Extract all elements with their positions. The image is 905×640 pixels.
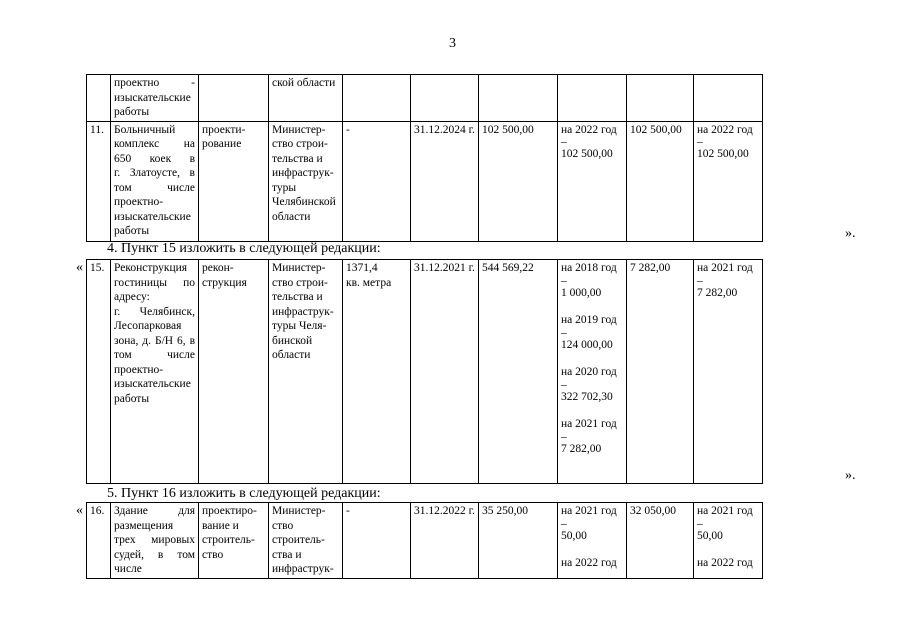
financing-dash: – <box>561 430 567 443</box>
cell-line: строитель- <box>202 534 255 546</box>
cell-line: инфраструк- <box>272 563 334 575</box>
cell-line: работы <box>114 225 150 237</box>
cell-line: инфраструк- <box>272 305 334 318</box>
financing-amount: 50,00 <box>561 529 587 542</box>
cell-line: строитель- <box>272 534 325 546</box>
cell-date: 31.12.2021 г. <box>411 260 479 484</box>
object-table-item-16 <box>86 502 763 579</box>
financing-dash: – <box>561 136 567 148</box>
cell-line: тельства и <box>272 152 323 165</box>
cell-line: области <box>272 210 311 223</box>
cell-line: рекон- <box>202 262 234 274</box>
financing-year: на 2020 год <box>561 366 617 378</box>
financing-year: на 2019 год <box>561 314 617 326</box>
cell-limit: 102 500,00 <box>627 121 694 241</box>
cell-date: 31.12.2022 г. <box>411 503 479 579</box>
cell-kind <box>199 260 269 484</box>
cell-line: рование <box>202 138 242 150</box>
cell-line: числе <box>114 563 142 575</box>
cell-name <box>111 121 199 241</box>
object-table-item-15 <box>86 259 763 484</box>
financing-year: на 2021 год <box>561 505 617 517</box>
cell-customer <box>269 503 343 579</box>
financing-amount: 102 500,00 <box>561 148 613 160</box>
cell-num: 11. <box>87 121 111 241</box>
cell-line: ство <box>272 519 294 532</box>
cell-cost: 35 250,00 <box>479 503 558 579</box>
financing-year: на 2018 год <box>561 262 617 274</box>
financing-dash: – <box>697 274 703 287</box>
opening-quote: « <box>76 260 83 275</box>
financing-amount: 322 702,30 <box>561 390 613 403</box>
cell-line: проектиро- <box>202 505 257 517</box>
cell-line: ство строи- <box>272 276 328 289</box>
cell-financing <box>558 260 627 484</box>
cell-line: области <box>272 349 311 361</box>
cell-line: Министер- <box>272 505 326 517</box>
cell-line: проектно- <box>114 196 164 208</box>
cell-line: ской области <box>272 77 336 89</box>
cell-line: Лесопарковая <box>114 320 182 332</box>
financing-year-block <box>697 123 759 162</box>
cell-name <box>111 260 199 484</box>
financing-year: на 2022 год <box>561 557 617 569</box>
cell-line: проекти- <box>202 123 246 136</box>
cell-capacity: - <box>343 121 411 241</box>
cell-line: Больничный <box>114 123 176 136</box>
cell-line: ство <box>202 548 224 561</box>
financing-amount: 7 282,00 <box>561 442 602 455</box>
cell-line: г. Челябинск, <box>114 305 195 318</box>
financing-dash: – <box>561 517 567 530</box>
cell-limit: 7 282,00 <box>627 260 694 484</box>
financing-amount: 7 282,00 <box>697 286 738 299</box>
section-heading-5: 5. Пункт 16 изложить в следующей редакции: <box>107 486 381 501</box>
financing-dash: – <box>697 136 703 148</box>
cell-line: туры <box>272 181 297 194</box>
table-row-continued <box>87 75 763 122</box>
cell-line: Министер- <box>272 262 326 274</box>
financing-dash: – <box>561 378 567 391</box>
cell-cost <box>479 75 558 122</box>
cell-capacity <box>343 75 411 122</box>
cell-num <box>87 75 111 122</box>
cell-kind <box>199 121 269 241</box>
table-row-16 <box>87 503 763 579</box>
cell-previous <box>694 121 763 241</box>
cell-previous <box>694 503 763 579</box>
cell-line: том числе <box>114 349 195 361</box>
financing-dash: – <box>561 274 567 287</box>
cell-financing <box>558 503 627 579</box>
cell-line: том числе <box>114 181 195 194</box>
section-heading-4: 4. Пункт 15 изложить в следующей редакции: <box>107 241 381 256</box>
cell-line: работы <box>114 106 150 118</box>
cell-financing <box>558 121 627 241</box>
cell-line: г. Златоусте, в <box>114 167 195 179</box>
financing-year: на 2021 год <box>697 262 753 274</box>
cell-line: ства и <box>272 548 302 561</box>
financing-year-block <box>697 556 759 571</box>
cell-capacity <box>343 260 411 484</box>
cell-customer <box>269 260 343 484</box>
financing-year: на 2022 год <box>697 123 753 136</box>
cell-num: 15. <box>87 260 111 484</box>
object-table-continued <box>86 74 763 242</box>
cell-line: инфраструк- <box>272 167 334 179</box>
cell-line: туры Челя- <box>272 320 327 332</box>
financing-year-block <box>697 261 759 300</box>
financing-year: на 2022 год <box>697 557 753 569</box>
cell-kind <box>199 75 269 122</box>
cell-previous <box>694 75 763 122</box>
cell-customer <box>269 75 343 122</box>
cell-line: изыскательские <box>114 210 191 223</box>
cell-financing <box>558 75 627 122</box>
financing-year-block <box>561 504 623 543</box>
financing-amount: 50,00 <box>697 529 723 542</box>
cell-line: зона, д. Б/Н 6, в <box>114 334 195 347</box>
cell-cost: 544 569,22 <box>479 260 558 484</box>
cell-line: адресу: <box>114 291 150 303</box>
cell-line: Челябинской <box>272 196 336 208</box>
cell-limit: 32 050,00 <box>627 503 694 579</box>
cell-name <box>111 503 199 579</box>
page-number: 3 <box>449 36 456 51</box>
closing-quote: ». <box>845 468 856 483</box>
financing-year-block <box>561 313 623 352</box>
cell-line: кв. метра <box>346 276 392 289</box>
financing-year: на 2022 год <box>561 123 617 136</box>
cell-date <box>411 75 479 122</box>
table-row-15 <box>87 260 763 484</box>
financing-year-block <box>561 417 623 456</box>
cell-line: Министер- <box>272 123 326 136</box>
cell-line: 650 коек в <box>114 152 195 165</box>
opening-quote: « <box>76 503 83 518</box>
financing-dash: – <box>561 326 567 339</box>
cell-line: Здание для <box>114 505 195 517</box>
financing-year-block <box>561 556 623 571</box>
cell-num: 16. <box>87 503 111 579</box>
cell-line: Реконструкция <box>114 262 188 274</box>
cell-line: гостиницы по <box>114 276 195 289</box>
cell-line: струкция <box>202 276 247 289</box>
cell-kind <box>199 503 269 579</box>
financing-year: на 2021 год <box>561 418 617 430</box>
financing-dash: – <box>697 517 703 530</box>
cell-line: проектно- <box>114 363 164 376</box>
cell-line: работы <box>114 392 150 405</box>
closing-quote: ». <box>845 226 856 241</box>
cell-line: ство строи- <box>272 138 328 150</box>
financing-amount: 124 000,00 <box>561 338 613 351</box>
financing-year-block <box>561 123 623 162</box>
financing-year-block <box>561 365 623 404</box>
cell-line: трех мировых <box>114 534 195 546</box>
cell-line: комплекс на <box>114 138 195 150</box>
financing-amount: 1 000,00 <box>561 286 602 299</box>
table-row-11 <box>87 121 763 241</box>
cell-customer <box>269 121 343 241</box>
financing-year-block <box>561 261 623 300</box>
cell-line: вание и <box>202 519 239 532</box>
cell-line: судей, в том <box>114 548 195 561</box>
cell-line: изыскательские <box>114 91 191 104</box>
cell-capacity: - <box>343 503 411 579</box>
cell-cost: 102 500,00 <box>479 121 558 241</box>
cell-date: 31.12.2024 г. <box>411 121 479 241</box>
cell-line: изыскательские <box>114 378 191 390</box>
cell-line: тельства и <box>272 291 323 303</box>
financing-year-block <box>697 504 759 543</box>
cell-previous <box>694 260 763 484</box>
cell-line: бинской <box>272 334 313 347</box>
financing-amount: 102 500,00 <box>697 148 749 160</box>
cell-name <box>111 75 199 122</box>
cell-limit <box>627 75 694 122</box>
cell-line: 1371,4 <box>346 262 378 274</box>
cell-line: размещения <box>114 519 174 532</box>
financing-year: на 2021 год <box>697 505 753 517</box>
cell-line: проектно - <box>114 77 195 89</box>
